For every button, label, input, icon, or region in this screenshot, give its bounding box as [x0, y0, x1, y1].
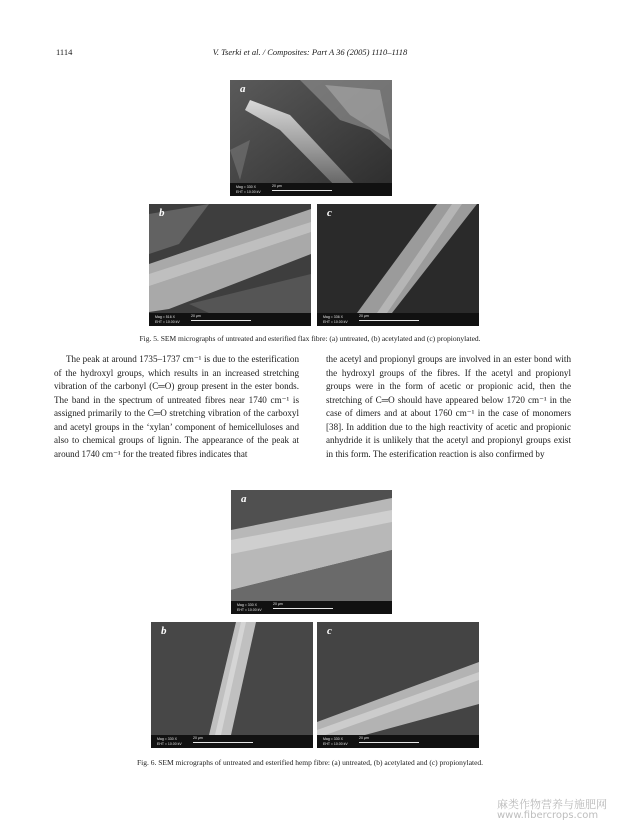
- fig5-panel-c: [317, 204, 479, 326]
- scale-bar: [317, 735, 479, 748]
- voltage-text: EHT = 10.00 kV: [323, 320, 348, 324]
- watermark-url: www.fibercrops.com: [497, 810, 599, 821]
- scale-bar: [230, 183, 392, 196]
- magnification-text: Mag = 330 X: [237, 603, 257, 607]
- magnification-text: Mag = 330 X: [236, 185, 256, 189]
- scale-unit: 20 μm: [191, 314, 201, 318]
- scale-line: [191, 320, 251, 321]
- fig6-panel-b: [151, 622, 313, 748]
- fig5-panel-a: [230, 80, 392, 196]
- voltage-text: EHT = 10.00 kV: [155, 320, 180, 324]
- magnification-text: Mag = 516 X: [155, 315, 175, 319]
- panel-label: a: [240, 83, 246, 95]
- magnification-text: Mag = 330 X: [323, 737, 343, 741]
- body-right-column: [326, 353, 571, 461]
- panel-label: a: [241, 493, 247, 505]
- figure5-caption: Fig. 5. SEM micrographs of untreated and esterified flax fibre: (a) untreated, (b) acetylated and (c) propionylated.: [139, 334, 481, 343]
- scale-unit: 20 μm: [273, 602, 283, 606]
- figure6-caption: Fig. 6. SEM micrographs of untreated and esterified hemp fibre: (a) untreated, (b) acetylated and (c) propionylated.: [136, 758, 484, 767]
- scale-unit: 20 μm: [272, 184, 282, 188]
- scale-line: [359, 742, 419, 743]
- scale-bar: [151, 735, 313, 748]
- scale-bar: [317, 313, 479, 326]
- scale-line: [193, 742, 253, 743]
- scale-unit: 20 μm: [359, 736, 369, 740]
- fig6-panel-a: [231, 490, 392, 614]
- page-number: 1114: [56, 47, 73, 57]
- scale-line: [359, 320, 419, 321]
- voltage-text: EHT = 10.00 kV: [237, 608, 262, 612]
- fig6-panel-c: [317, 622, 479, 748]
- body-left-column: [54, 353, 299, 461]
- scale-line: [273, 608, 333, 609]
- panel-label: b: [159, 207, 165, 219]
- voltage-text: EHT = 10.00 kV: [323, 742, 348, 746]
- scale-bar: [231, 601, 392, 614]
- magnification-text: Mag = 330 X: [157, 737, 177, 741]
- panel-label: c: [327, 207, 332, 219]
- voltage-text: EHT = 10.00 kV: [236, 190, 261, 194]
- magnification-text: Mag = 336 X: [323, 315, 343, 319]
- voltage-text: EHT = 10.00 kV: [157, 742, 182, 746]
- panel-label: c: [327, 625, 332, 637]
- running-header: V. Tserki et al. / Composites: Part A 36 (2005) 1110–1118: [212, 47, 408, 57]
- scale-bar: [149, 313, 311, 326]
- paragraph: the acetyl and propionyl groups are involved in an ester bond with the hydroxyl groups of the fibres. If the acetyl and propionyl groups were in the form of acetic or propionic acid, then the stretching of C═O should have appeared below 1720 cm⁻¹ in the case of dimers and at about 1760 cm⁻¹ in the case of monomers [38]. In addition due to the high reactivity of acetic and propionic anhydride it is unlikely that the acetyl and propionyl groups exist in this form. The esterification reaction is also confirmed by: [326, 354, 571, 459]
- fig5-panel-b: [149, 204, 311, 326]
- scale-unit: 20 μm: [359, 314, 369, 318]
- scale-line: [272, 190, 332, 191]
- paragraph: The peak at around 1735–1737 cm⁻¹ is due to the esterification of the hydroxyl groups, which results in an increased stretching vibration of the carbonyl (C═O) group present in the ester bonds. The band in the spectrum of untreated fibres near 1740 cm⁻¹ is assigned primarily to the C═O stretching vibration of the carboxyl and acetyl groups in the ‘xylan’ component of hemicelluloses and also to chemical groups of lignin. The appearance of the peak at around 1740 cm⁻¹ for the treated fibres indicates that: [54, 354, 299, 459]
- panel-label: b: [161, 625, 167, 637]
- watermark-text: 麻类作物营养与施肥网: [497, 798, 607, 811]
- scale-unit: 20 μm: [193, 736, 203, 740]
